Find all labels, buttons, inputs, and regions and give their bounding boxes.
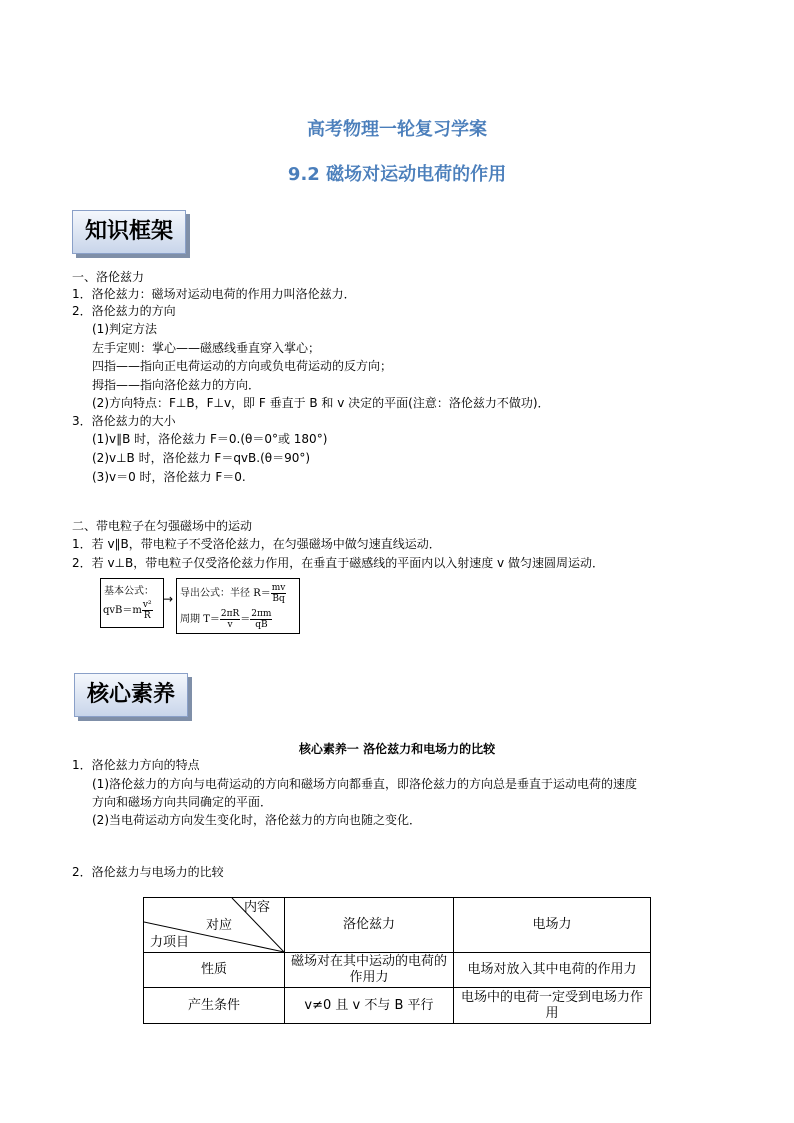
badge-core-literacy: 核心素养: [74, 673, 188, 717]
formula-lhs: T＝: [203, 614, 220, 625]
fraction: [220, 609, 240, 630]
fraction-numerator: mv: [271, 583, 286, 593]
fraction-denominator: qB: [255, 620, 268, 630]
table-corner-cell: [144, 898, 285, 953]
fraction-numerator: 2πm: [251, 609, 272, 619]
core-subheading: 核心素养一 洛伦兹力和电场力的比较: [298, 742, 496, 756]
table-cell-label: 产生条件: [144, 988, 285, 1024]
table-header-lorentz: 洛伦兹力: [285, 898, 454, 953]
basic-formula-box: [100, 578, 164, 628]
derived-formula-box: [176, 578, 300, 634]
comparison-table: [143, 897, 651, 1024]
fraction: [250, 609, 272, 630]
basic-formula: [103, 600, 153, 621]
table-cell: 电场对放入其中电荷的作用力: [454, 953, 651, 988]
text-line: (1)判定方法: [92, 322, 157, 336]
text-line: 拇指——指向洛伦兹力的方向．: [92, 378, 261, 392]
fraction-numerator: 2πR: [220, 609, 240, 619]
section2-heading: 二、带电粒子在匀强磁场中的运动: [72, 519, 253, 533]
table-row: [144, 988, 651, 1024]
arrow-icon: →: [163, 592, 174, 606]
table-header-row: [144, 898, 651, 953]
corner-label-force-item: 力项目: [150, 935, 190, 950]
text-line: 2．若 v⊥B，带电粒子仅受洛伦兹力作用，在垂直于磁感线的平面内以入射速度 v 做匀速圆周运动．: [72, 556, 604, 570]
fraction: [142, 600, 153, 621]
text-line: 2．洛伦兹力与电场力的比较: [72, 865, 224, 879]
table-row: [144, 953, 651, 988]
text-line: (3)v＝0 时，洛伦兹力 F＝0.: [92, 470, 246, 484]
fraction-denominator: R: [143, 611, 151, 621]
derived-label: 导出公式：半径: [180, 588, 250, 599]
text-line: 1．若 v∥B，带电粒子不受洛伦兹力，在匀强磁场中做匀速直线运动．: [72, 537, 441, 551]
text-line: 四指——指向正电荷运动的方向或负电荷运动的反方向；: [92, 359, 393, 373]
fraction-numerator: v²: [142, 600, 152, 610]
corner-label-content: 内容: [243, 900, 270, 915]
fraction: [271, 583, 287, 604]
period-formula: [180, 609, 272, 630]
text-line: (2)方向特点：F⊥B，F⊥v，即 F 垂直于 B 和 v 决定的平面(注意：洛伦兹力不做功)．: [92, 396, 550, 410]
badge-knowledge-framework: 知识框架: [72, 210, 186, 254]
text-line: 2．洛伦兹力的方向: [72, 304, 176, 318]
document-subtitle: 9.2 磁场对运动电荷的作用: [287, 164, 507, 185]
text-line: 1．洛伦兹力：磁场对运动电荷的作用力叫洛伦兹力．: [72, 287, 356, 301]
text-line: (2)当电荷运动方向发生变化时，洛伦兹力的方向也随之变化．: [92, 813, 422, 827]
text-line: (2)v⊥B 时，洛伦兹力 F＝qvB.(θ＝90°): [92, 451, 311, 465]
table-header-electric: 电场力: [454, 898, 651, 953]
equals-sign: ＝: [240, 614, 251, 625]
period-label: 周期: [180, 614, 200, 625]
text-line: 3．洛伦兹力的大小: [72, 414, 176, 428]
fraction-denominator: v: [227, 620, 233, 630]
text-line: (1)洛伦兹力的方向与电荷运动的方向和磁场方向都垂直，即洛伦兹力的方向总是垂直于运动电荷的速度: [92, 777, 638, 791]
table-cell: 电场中的电荷一定受到电场力作用: [454, 988, 651, 1024]
document-title: 高考物理一轮复习学案: [307, 119, 487, 140]
basic-formula-label: 基本公式：: [104, 586, 154, 597]
table-cell: v≠0 且 v 不与 B 平行: [285, 988, 454, 1024]
formula-lhs: qvB＝m: [103, 605, 142, 616]
fraction-denominator: Bq: [272, 594, 285, 604]
formula-lhs: R＝: [253, 588, 271, 599]
text-line: (1)v∥B 时，洛伦兹力 F＝0.(θ＝0°或 180°): [92, 432, 328, 446]
table-cell: 磁场对在其中运动的电荷的作用力: [285, 953, 454, 988]
text-line: 1．洛伦兹力方向的特点: [72, 758, 200, 772]
text-line: 方向和磁场方向共同确定的平面．: [92, 795, 273, 809]
corner-label-corresponding: 对应: [206, 918, 233, 933]
text-line: 左手定则：掌心——磁感线垂直穿入掌心；: [92, 341, 321, 355]
table-cell-label: 性质: [144, 953, 285, 988]
section1-heading: 一、洛伦兹力: [72, 270, 145, 284]
radius-formula: [180, 583, 286, 604]
